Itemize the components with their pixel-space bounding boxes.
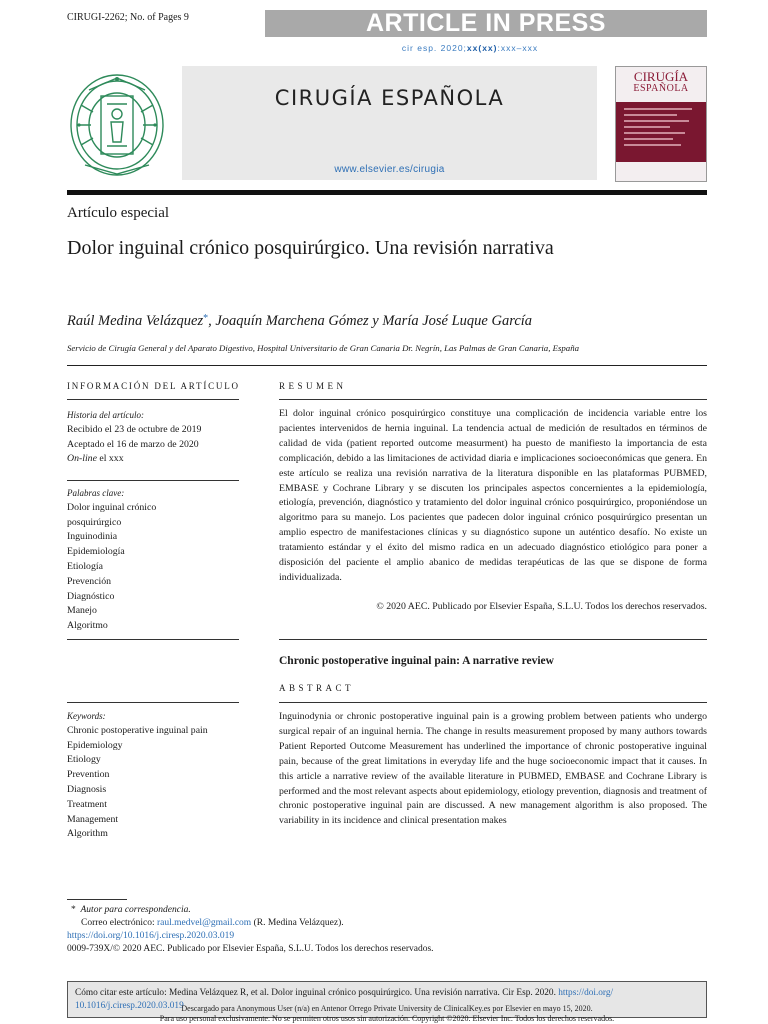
journal-url-link[interactable]: www.elsevier.es/cirugia: [334, 164, 445, 175]
cover-title-line-1: CIRUGÍA: [633, 69, 689, 84]
correspondence-label: Autor para correspondencia.: [80, 905, 191, 915]
email-line: [67, 917, 707, 930]
keyword-es: Epidemiología: [67, 546, 125, 558]
journal-reference: [265, 43, 675, 53]
download-line-1: Descargado para Anonymous User (n/a) en Antenor Orrego Private University de ClinicalKey.es por Elsevier en mayo 15, 2020.: [181, 1004, 593, 1013]
citation-label: Cómo citar este artículo: Medina Velázquez R, et al. Dolor inguinal crónico posquirúrgico. Una revisión narrativa. Cir Esp. 2020.: [75, 988, 559, 998]
society-seal-icon: [67, 70, 167, 180]
keyword-en: Etiology: [67, 754, 101, 766]
cover-footer-strip: [616, 162, 706, 181]
citation-doi-link[interactable]: https://doi.org/: [558, 988, 614, 998]
online-date: [67, 452, 239, 467]
info-rule: [67, 399, 239, 400]
history-rule: [67, 480, 239, 481]
keywords-en-label: Keywords:: [67, 711, 106, 721]
corresponding-author-mark[interactable]: *: [203, 313, 209, 324]
cover-title-line-2: ESPAÑOLA: [633, 83, 689, 94]
keyword-es: posquirúrgico: [67, 516, 122, 528]
title-rule: [67, 365, 707, 366]
keyword-es: Manejo: [67, 605, 97, 617]
abstract-heading: ABSTRACT: [279, 683, 355, 693]
citation-doi-link-cont[interactable]: 10.1016/j.ciresp.2020.03.019: [75, 1000, 184, 1011]
keyword-en: Diagnosis: [67, 783, 107, 795]
footnote-rule: [67, 899, 127, 900]
email-label: Correo electrónico:: [81, 918, 157, 928]
keywords-es-rule: [67, 639, 239, 640]
keyword-es: Dolor inguinal crónico: [67, 501, 157, 513]
keyword-es: Diagnóstico: [67, 590, 115, 602]
ref-volume: xx(xx): [466, 43, 498, 53]
corresponding-author: Raúl Medina Velázquez: [67, 313, 204, 329]
download-line-2: Para uso personal exclusivamente. No se permiten otros usos sin autorización. Copyright ©2020. Elsevier Inc. Todos los derechos reservados.: [159, 1014, 615, 1023]
accepted-date: Aceptado el 16 de marzo de 2020: [67, 438, 199, 450]
keyword-en: Management: [67, 813, 119, 825]
keyword-es: Algoritmo: [67, 620, 108, 632]
correspondence-note: [67, 904, 707, 917]
keyword-es: Prevención: [67, 575, 112, 587]
journal-banner: [182, 66, 597, 180]
keywords-es: [67, 486, 239, 634]
ref-suffix: :xxx–xxx: [497, 43, 539, 53]
footnotes: [67, 904, 707, 956]
article-in-press-label: ARTICLE IN PRESS: [366, 9, 606, 37]
abstract-rule: [279, 702, 707, 703]
online-value: el xxx: [96, 453, 124, 465]
english-title: Chronic postoperative inguinal pain: A narrative review: [279, 655, 554, 667]
online-label: On-line: [67, 453, 97, 465]
ref-prefix: cir esp. 2020;: [401, 43, 467, 53]
abstract-text: Inguinodynia or chronic postoperative inguinal pain is a growing problem between patients who undergo surgical repair of an inguinal hernia. The change in results measurement proposed by many authors towards Patient Reported Outcome Measurement has underlined the importance of chronic postoperative inguinal pain, because of the great limitations in everyday life and the huge socioeconomic impact that it causes. In this article a narrative review of the available literature in PUBMED, EMBASE and Cochrane Library is performed and the most relevant aspects about epidemiology, etiology prevention, diagnosis and treatment of chronic postoperative inguinal pain are discussed. A new management algorithm is also proposed. The variability in its incidence and clinical presentation makes: [279, 711, 707, 827]
keywords-es-label: Palabras clave:: [67, 488, 125, 498]
resumen-rule: [279, 399, 707, 400]
keywords-en: [67, 709, 239, 842]
email-owner: (R. Medina Velázquez).: [251, 918, 344, 928]
history-label: Historia del artículo:: [67, 410, 144, 420]
article-history: [67, 408, 239, 467]
article-info-heading: INFORMACIÓN DEL ARTÍCULO: [67, 381, 240, 391]
keywords-en-rule: [67, 702, 239, 703]
author-list: [67, 313, 532, 330]
resumen-end-rule: [279, 639, 707, 640]
keyword-en: Epidemiology: [67, 739, 123, 751]
keyword-es: Etiología: [67, 560, 103, 572]
journal-title: CIRUGÍA ESPAÑOLA: [274, 86, 505, 110]
section-type: Artículo especial: [67, 205, 170, 221]
doi-link[interactable]: https://doi.org/10.1016/j.ciresp.2020.03.019: [67, 931, 235, 941]
keyword-en: Chronic postoperative inguinal pain: [67, 724, 208, 736]
affiliation: Servicio de Cirugía General y del Aparato Digestivo, Hospital Universitario de Gran Canaria Dr. Negrín, Las Palmas de Gran Canaria, España: [67, 343, 579, 353]
document-id: CIRUGI-2262; No. of Pages 9: [67, 12, 189, 23]
resumen-copyright: © 2020 AEC. Publicado por Elsevier España, S.L.U. Todos los derechos reservados.: [376, 601, 707, 612]
footnote-mark: *: [71, 905, 76, 915]
keyword-es: Inguinodinia: [67, 531, 118, 543]
keyword-en: Treatment: [67, 798, 107, 810]
keyword-en: Prevention: [67, 769, 110, 781]
co-authors: , Joaquín Marchena Gómez y María José Luque García: [208, 313, 533, 329]
resumen-heading: RESUMEN: [279, 381, 347, 391]
email-link[interactable]: raul.medvel@gmail.com: [156, 918, 252, 928]
article-title: Dolor inguinal crónico posquirúrgico. Una revisión narrativa: [67, 237, 554, 259]
keyword-en: Algorithm: [67, 828, 108, 840]
cover-contents-lines: [624, 108, 700, 150]
resumen-text: El dolor inguinal crónico posquirúrgico constituye una complicación de incidencia variable entre los pacientes intervenidos de hernia inguinal. La tendencia actual de medición de resultados en términos de calidad de vida (patient reported outcome measurment) ha puesto de manifiesto la importancia de esta complicación, debido a las limitaciones de actividad diaria e implicaciones socioeconómicas que genera. En este artículo se realiza una revisión narrativa de la literatura disponible en las plataformas PUBMED, EMBASE y Cochrane Library y se discuten los principales aspectos concernientes a la epidemiología, etiología, prevención, diagnóstico y tratamiento del dolor inguinal crónico posquirúrgico, proponiéndose un algoritmo para su manejo. Los pacientes que padecen dolor inguinal crónico posquirúrgico presentan un amplio espectro de manifestaciones clínicas y su diagnóstico supone un auténtico desafío. No existe un tratamiento estándar y el éxito del mismo radica en un adecuado diagnóstico etiológico para poner a disposición del paciente el amplio abanico de medidas terapéuticas de las que se dispone de forma individualizada.: [279, 408, 707, 583]
received-date: Recibido el 23 de octubre de 2019: [67, 423, 202, 435]
header-rule: [67, 190, 707, 195]
issn-line: 0009-739X/© 2020 AEC. Publicado por Elsevier España, S.L.U. Todos los derechos reservados.: [67, 944, 434, 954]
download-notice: [67, 1004, 707, 1024]
